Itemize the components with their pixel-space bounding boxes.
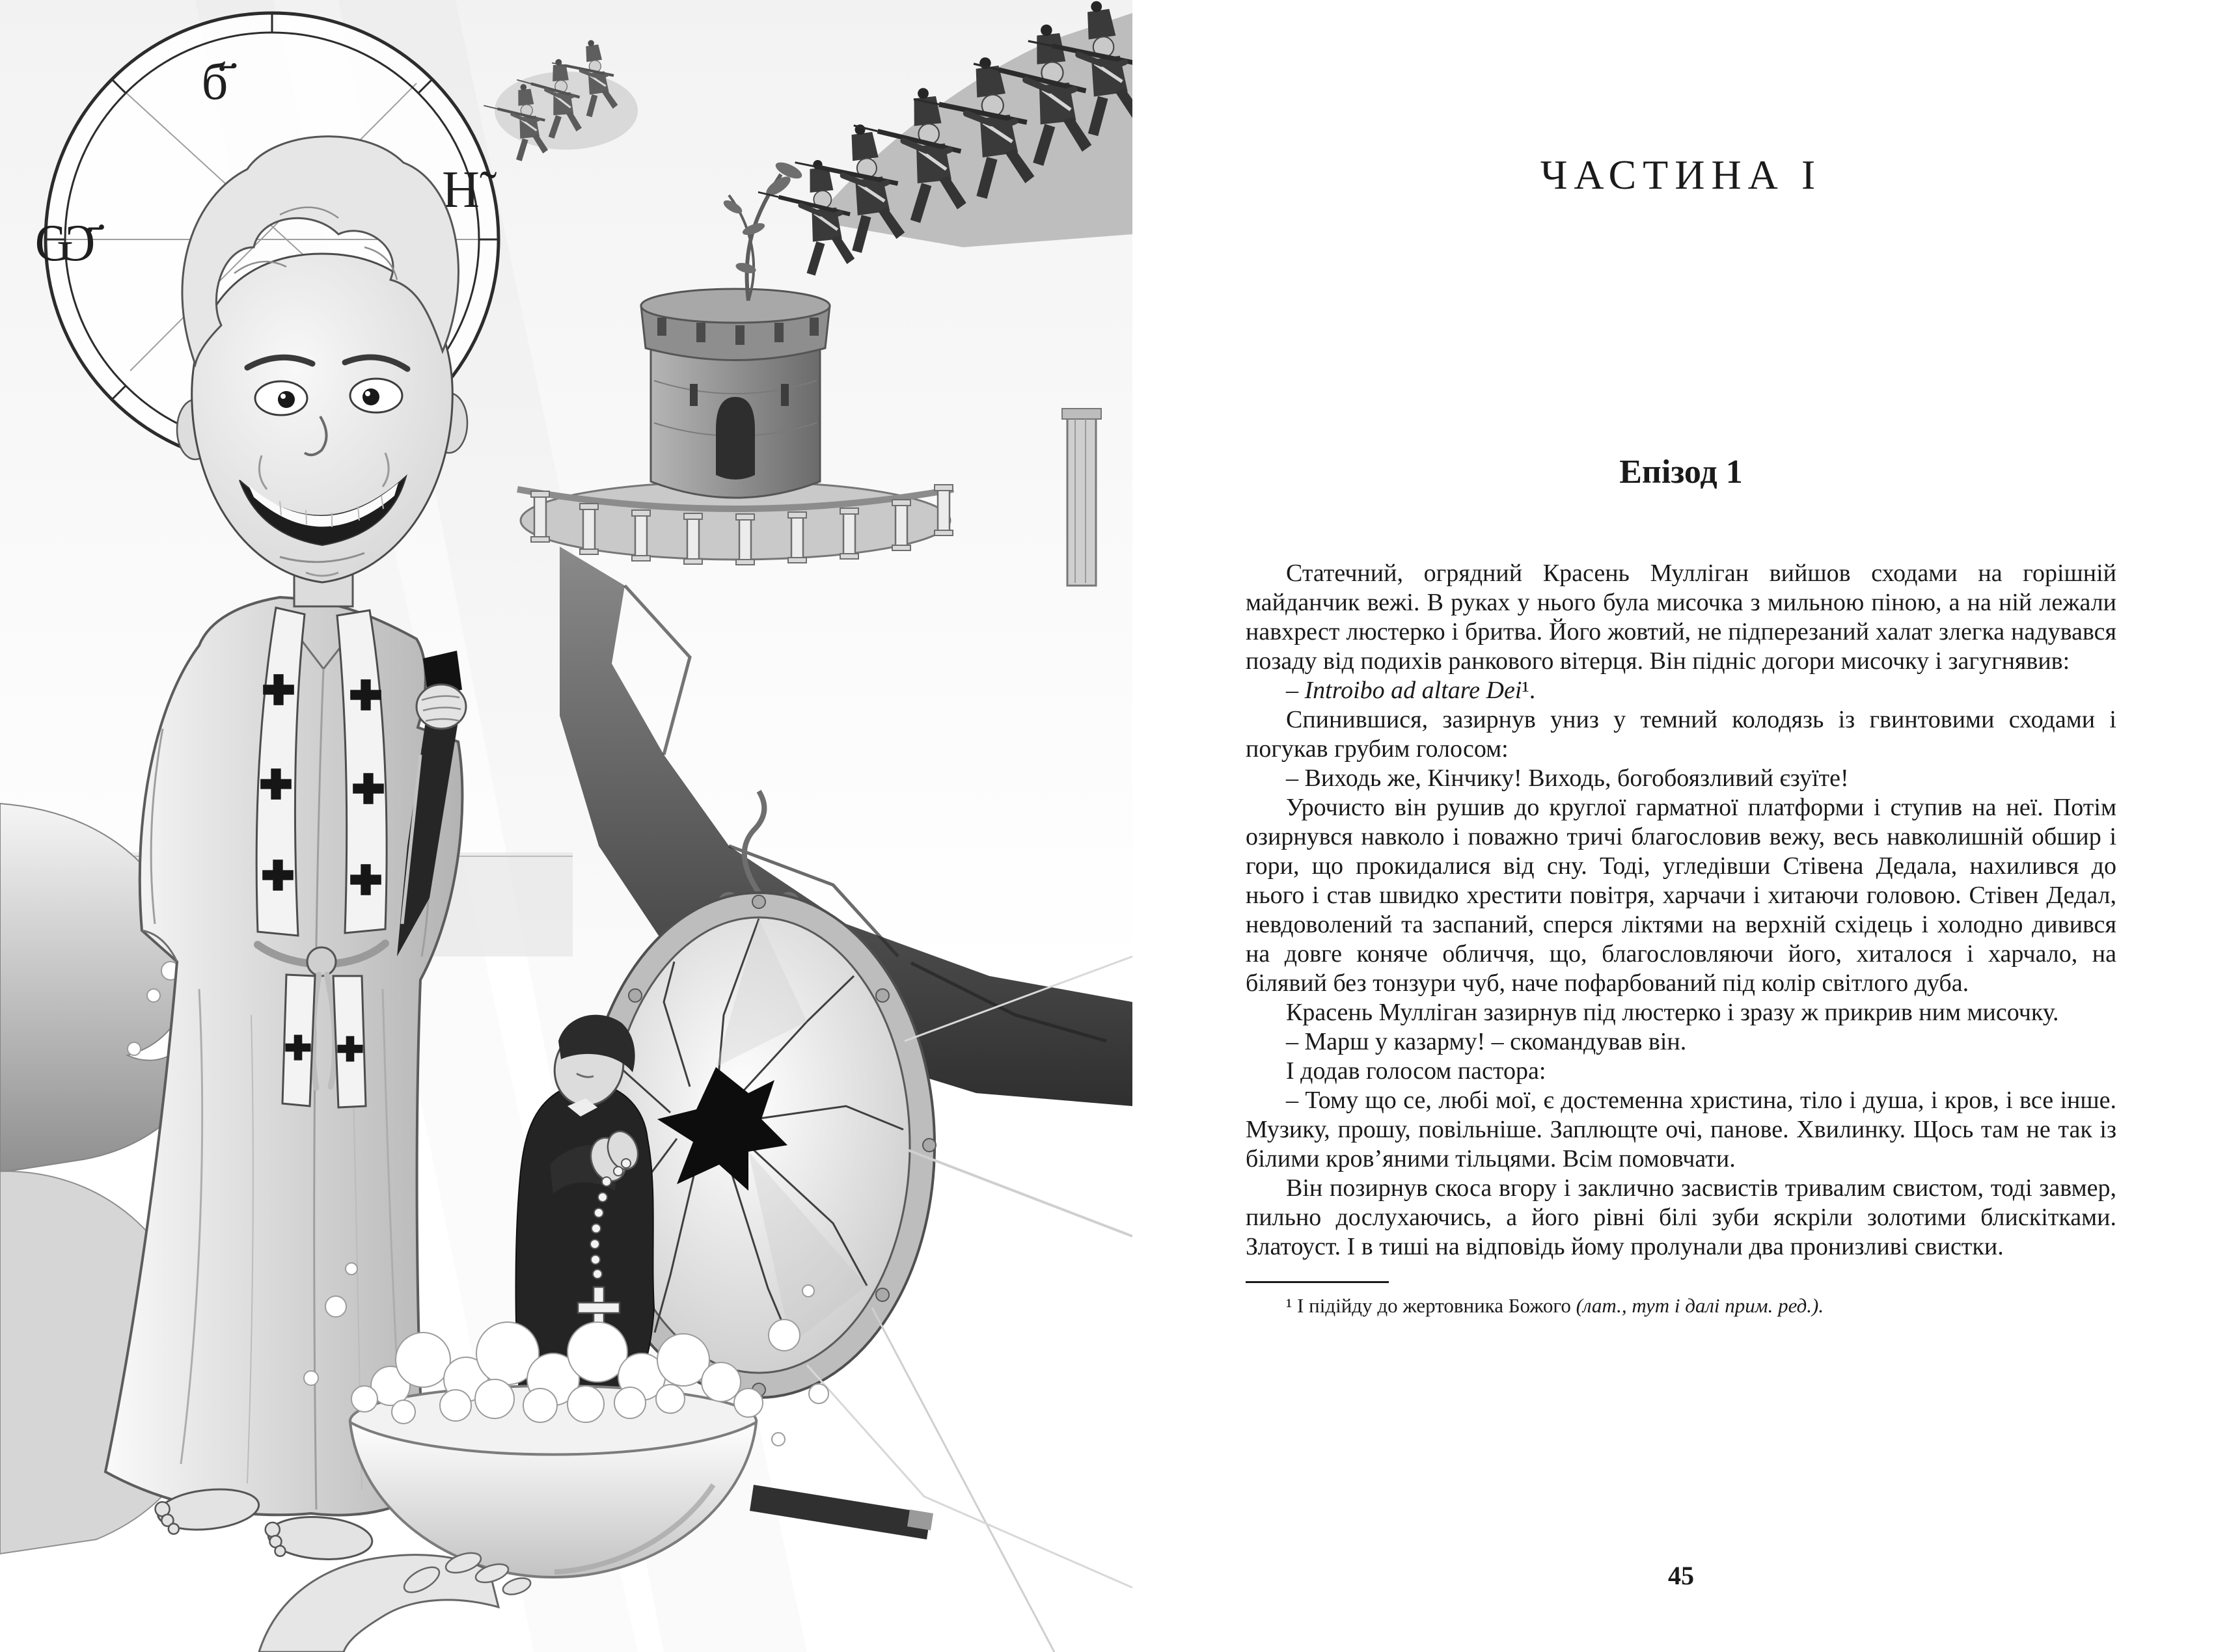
paragraph: Спинившися, зазирнув униз у темний колодязь із гвинтовими сходами і погукав грубим голосом: — [1246, 706, 2116, 763]
tower-door — [716, 397, 755, 480]
paragraph: – Марш у казарму! – скомандував він. — [1286, 1028, 1687, 1055]
paragraph: – Introibo ad altare Dei¹. — [1286, 677, 1536, 704]
hand-with-razor — [417, 684, 466, 729]
text-page — [1246, 0, 2116, 1652]
halo-letter-right: Н̃ — [442, 161, 480, 219]
tower-window — [690, 384, 698, 406]
paragraph: – Тому що се, любі мої, є достеменна христина, тіло і душа, і кров, і все інше. Музику, прошу, повільніше. Заплющте очі, панове. Хвилинку. Щось там не так із білими кров’яними тільцями. Всім помовчати. — [1246, 1087, 2116, 1172]
page-number: 45 — [1668, 1561, 1694, 1590]
halo-letter-top: б҃ — [201, 53, 228, 111]
paragraph: Урочисто він рушив до круглої гарматної платформи і ступив на неї. Потім озирнувся навколо і поважно тричі благословив вежу, весь навколишній обшир і гори, що прокидалися від сну. Тоді, угледівши Стівена Дедала, нахилився до нього і став швидко хрестити повітря, харчачи і хитаючи головою. Стівен Дедал, невдоволений та заспаний, сперся ліктями на верхній східець і холодно дивився на довге коняче обличчя, що, благословляючи його, хиталося і харчало, на білявий без тонзури чуб, наче пофарбований під колір світлого дуба. — [1246, 794, 2116, 997]
paragraph: І додав голосом пастора: — [1286, 1057, 1546, 1085]
halo-letter-left: Ѡ҃ — [34, 215, 96, 272]
ruined-column — [1062, 409, 1101, 586]
part-title: ЧАСТИНА І — [1540, 152, 1822, 198]
episode-title: Епізод 1 — [1619, 454, 1743, 491]
footnote: ¹ І підійду до жертовника Божого (лат., тут і далі прим. ред.). — [1286, 1294, 1824, 1317]
paragraph: Він позирнув скоса вгору і заклично засвистів тривалим свистом, тоді завмер, пильно дослухаючись, а його рівні білі зуби яскріли золотими блискітками. Златоуст. І в тиші на відповідь йому пролунали два пронизливі свистки. — [1246, 1174, 2116, 1260]
paragraph: Красень Мулліган зазирнув під люстерко і зразу ж прикрив ним мисочку. — [1286, 999, 2059, 1026]
tower-window — [781, 384, 789, 406]
body-text — [1246, 559, 2116, 1262]
footnote-separator — [1246, 1281, 1389, 1283]
paragraph: Статечний, огрядний Красень Мулліган вийшов сходами на горішній майданчик вежі. В руках у нього була мисочка з мильною піною, а на ній лежали навхрест люстерко і бритва. Його жовтий, не підперезаний халат злегка надувався позаду від подихів ранкового вітерця. Він підніс догори мисочку і загугнявив: — [1246, 560, 2116, 675]
paragraph: – Виходь же, Кінчику! Виходь, богобоязливий єзуїте! — [1286, 765, 1849, 792]
